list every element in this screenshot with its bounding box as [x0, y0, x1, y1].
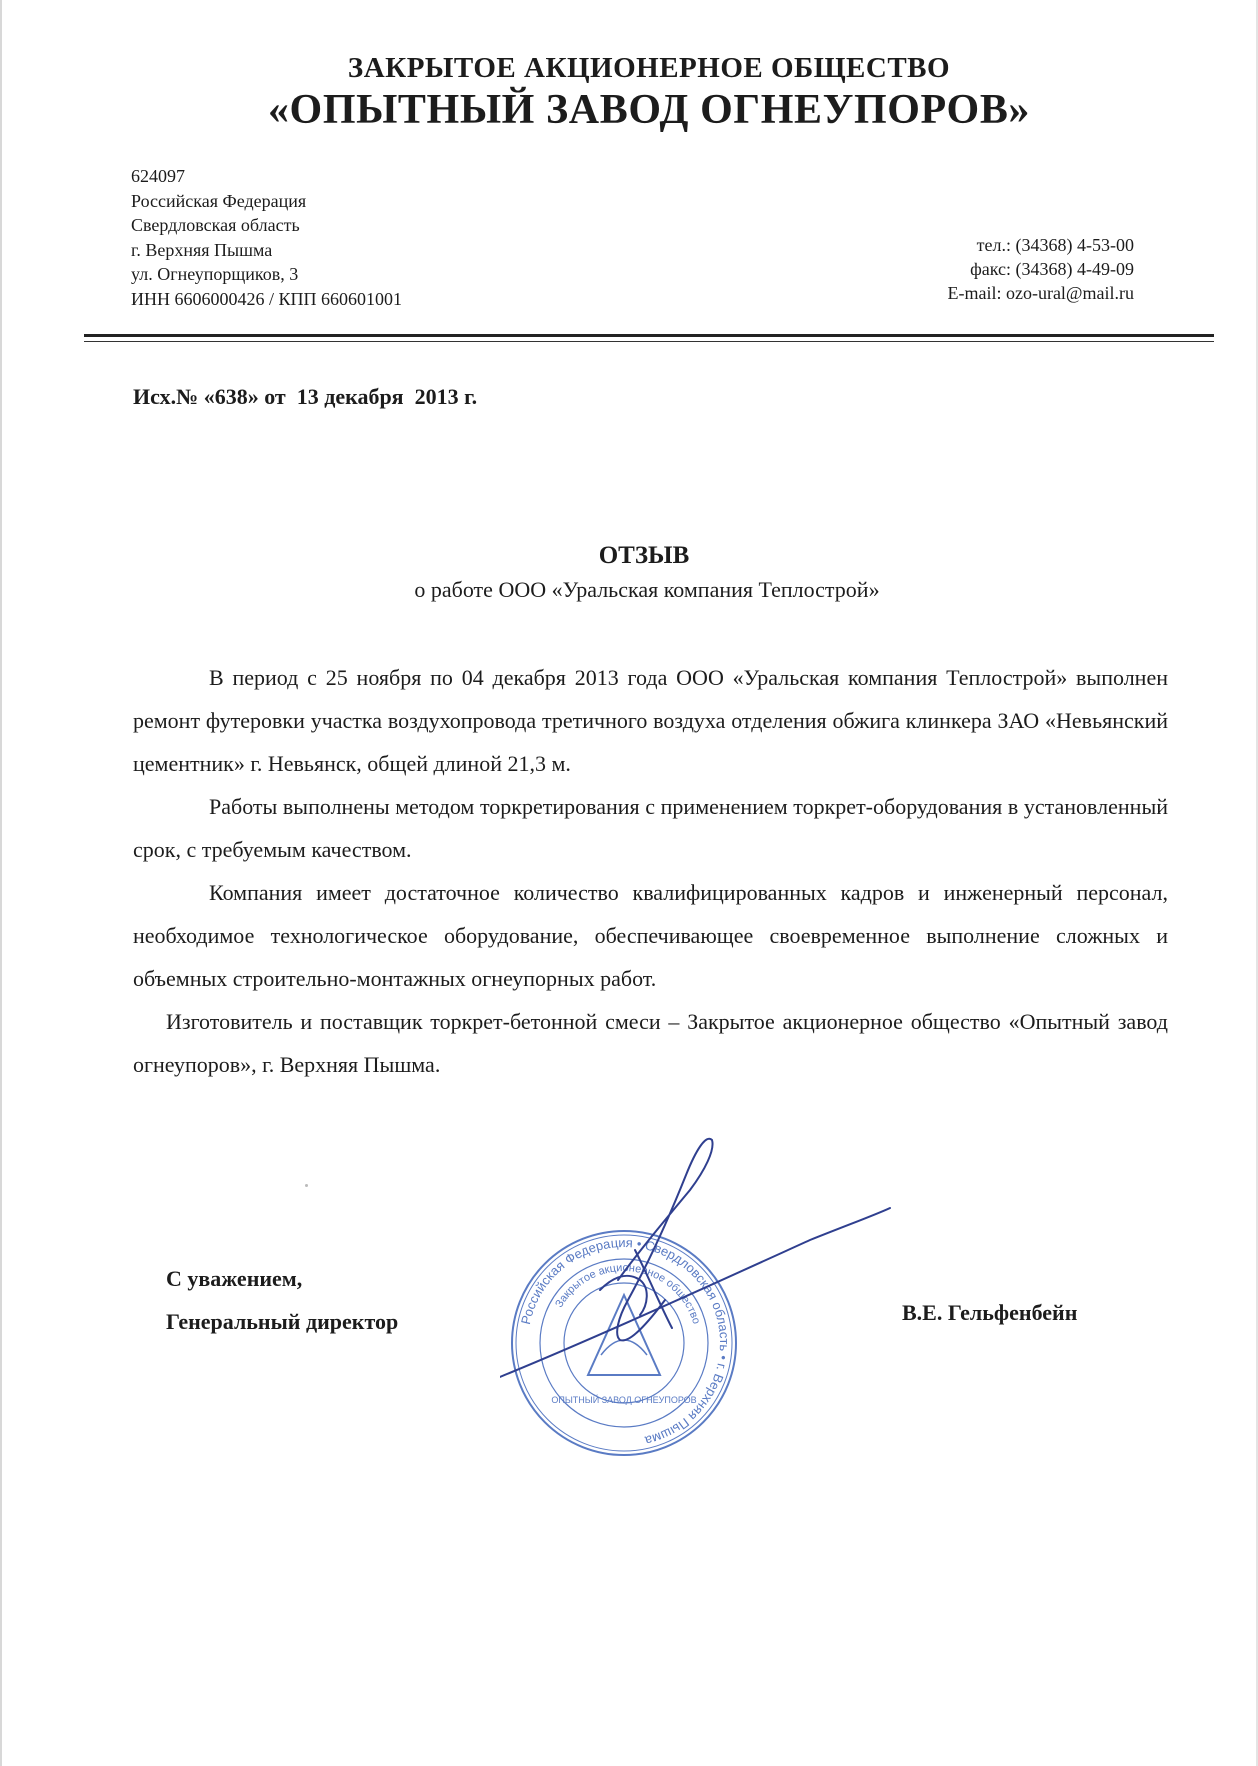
contact-phone: тел.: (34368) 4-53-00 [976, 235, 1134, 255]
address-region: Свердловская область [131, 215, 300, 236]
address-city: г. Верхняя Пышма [131, 239, 273, 260]
address-country: Российская Федерация [131, 190, 307, 211]
body-paragraph-3: Компания имеет достаточное количество квалифицированных кадров и инженерный персонал, необходимое технологическое оборудование, обеспечивающее своевременное выполнение сложных и объемных строительно-монтажных огнеупорных работ. [133, 880, 1168, 991]
signer-position: Генеральный директор [166, 1309, 399, 1334]
seal-outer-text-path: Российская Федерация • Свердловская область • г. Верхняя Пышма [517, 1234, 733, 1449]
letterhead-divider-thin [84, 341, 1214, 342]
letterhead-divider-thick [84, 334, 1214, 337]
signer-name: В.Е. Гельфенбейн [902, 1300, 1078, 1325]
scan-edge-left [0, 0, 2, 1766]
director-signature [500, 1130, 1010, 1430]
letterhead-org-type: ЗАКРЫТОЕ АКЦИОНЕРНОЕ ОБЩЕСТВО [347, 52, 951, 84]
signature-long-underline [500, 1208, 890, 1385]
signature-main-loop [617, 1139, 712, 1341]
letterhead-contacts [947, 233, 1134, 305]
closing-block [166, 1257, 398, 1343]
contact-email: E-mail: ozo-ural@mail.ru [947, 283, 1134, 303]
outgoing-reference: Исх.№ «638» от 13 декабря 2013 г. [133, 384, 478, 409]
document-body [133, 656, 1168, 1086]
letterhead-address [131, 164, 402, 312]
body-paragraph-1: В период с 25 ноября по 04 декабря 2013 года ООО «Уральская компания Теплострой» выполнен ремонт футеровки участка воздухопровода третичного воздуха отделения обжига клинкера ЗАО «Невьянский цементник» г. Невьянск, общей длиной 21,3 м. [133, 665, 1168, 776]
contact-fax: факс: (34368) 4-49-09 [970, 259, 1134, 279]
scan-speck [305, 1184, 308, 1187]
seal-inner-text-path: Закрытое акционерное общество [553, 1261, 703, 1326]
body-paragraph-2: Работы выполнены методом торкретирования с применением торкрет-оборудования в установленный срок, с требуемым качеством. [133, 794, 1168, 862]
document-title: ОТЗЫВ [598, 542, 690, 569]
closing-regards: С уважением, [166, 1266, 303, 1291]
body-paragraph-4: Изготовитель и поставщик торкрет-бетонной смеси – Закрытое акционерное общество «Опытный завод огнеупоров», г. Верхняя Пышма. [133, 1009, 1168, 1077]
letterhead-org-name: «ОПЫТНЫЙ ЗАВОД ОГНЕУПОРОВ» [267, 87, 1031, 133]
address-postal-code: 624097 [131, 166, 185, 186]
seal-center-text: ОПЫТНЫЙ ЗАВОД ОГНЕУПОРОВ [551, 1395, 697, 1405]
address-tax-ids: ИНН 6606000426 / КПП 660601001 [131, 288, 403, 309]
document-subtitle: о работе ООО «Уральская компания Теплострой» [414, 577, 880, 602]
address-street: ул. Огнеупорщиков, 3 [131, 264, 299, 285]
